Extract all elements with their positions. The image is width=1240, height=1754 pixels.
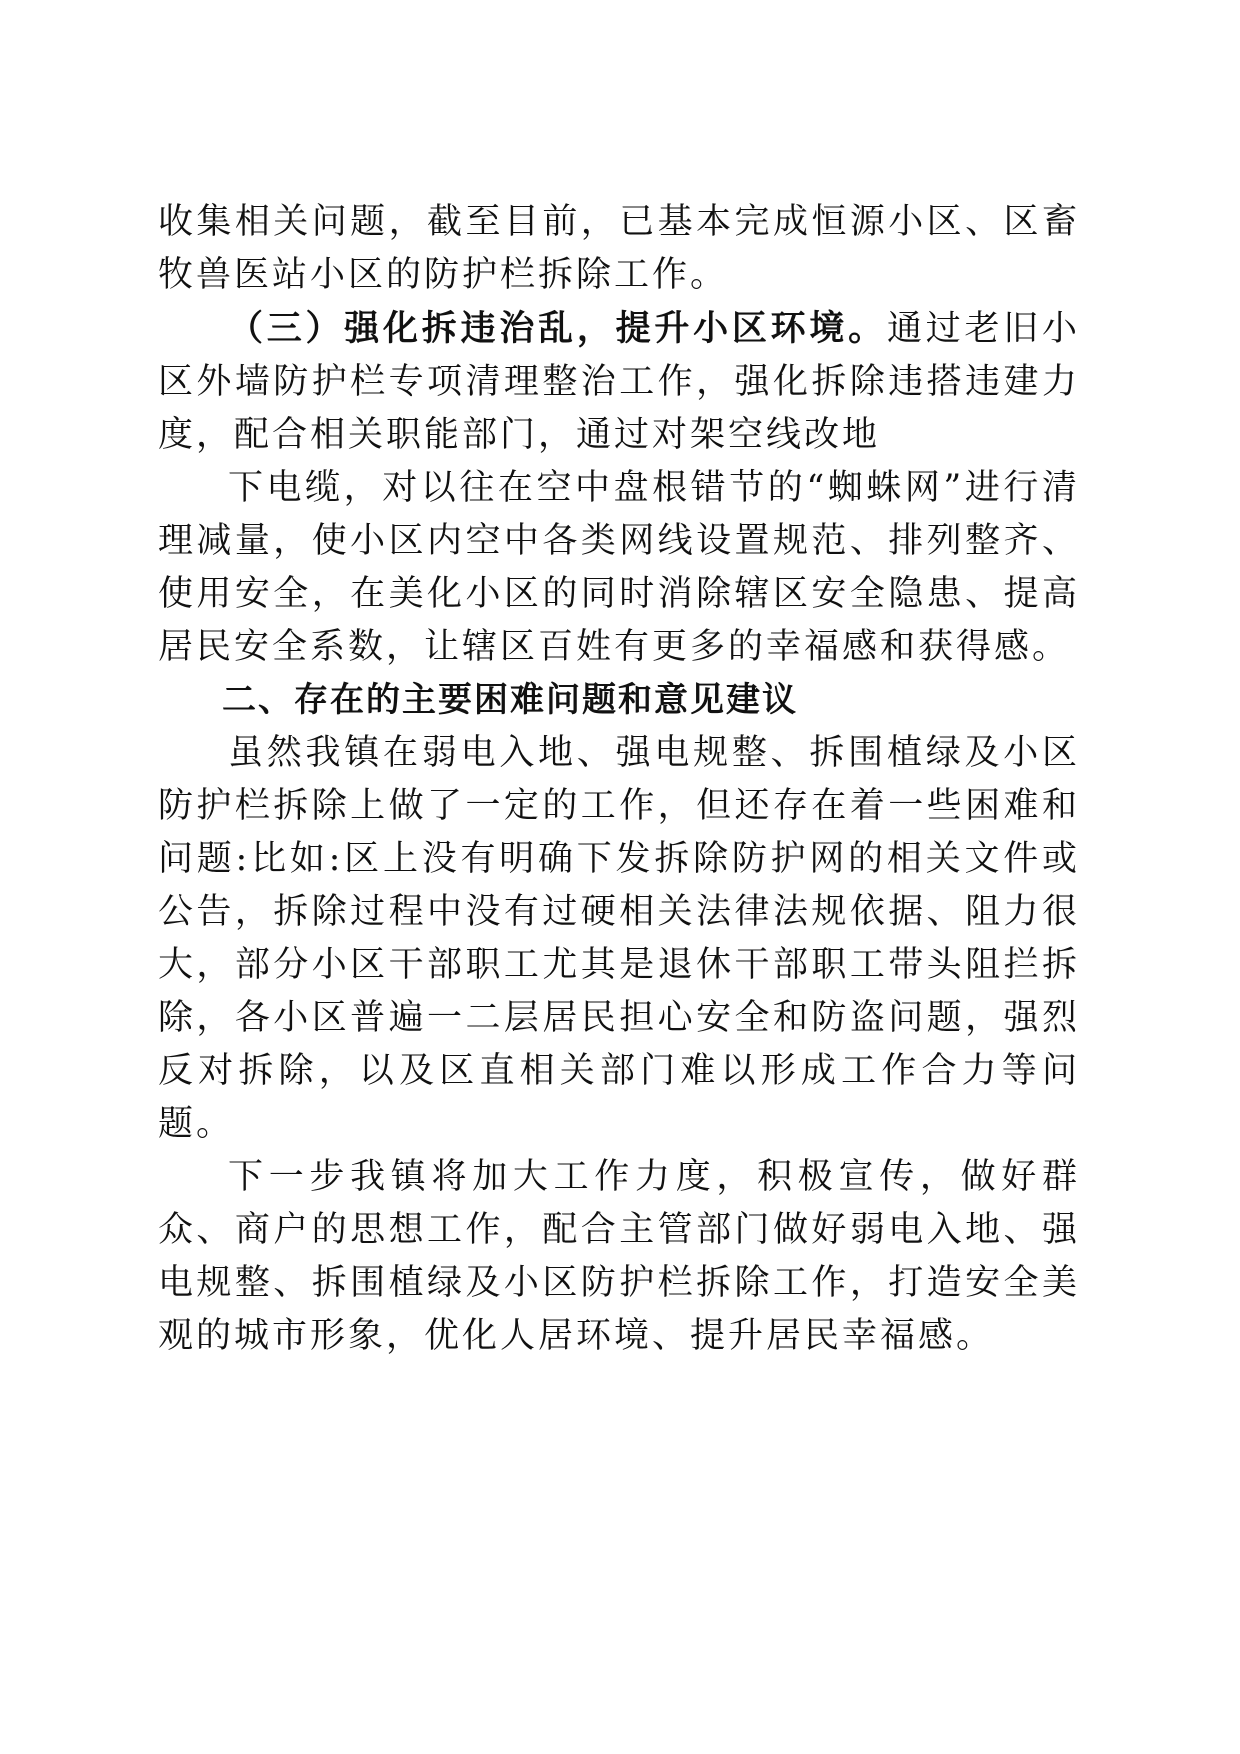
section-three-text: 通过老旧小区外墙防护栏专项清理整治工作，强化拆除违搭违建力度，配合相关职能部门，通过对架空线改地	[158, 309, 1080, 455]
section-heading-difficulties: 二、存在的主要困难问题和意见建议	[222, 680, 798, 720]
paragraph-progress-summary: 收集相关问题，截至目前，已基本完成恒源小区、区畜牧兽医站小区的防护栏拆除工作。	[158, 202, 1080, 295]
paragraph-section-three	[158, 302, 1080, 462]
paragraph-difficulties: 虽然我镇在弱电入地、强电规整、拆围植绿及小区防护栏拆除上做了一定的工作，但还存在着一些困难和问题:比如:区上没有明确下发拆除防护网的相关文件或公告，拆除过程中没有过硬相关法律法规依据、阻力很大，部分小区干部职工尤其是退休干部职工带头阻拦拆除，各小区普遍一二层居民担心安全和防盗问题，强烈反对拆除，以及区直相关部门难以形成工作合力等问题。	[158, 733, 1080, 1144]
paragraph-next-steps: 下一步我镇将加大工作力度，积极宣传，做好群众、商户的思想工作，配合主管部门做好弱电入地、强电规整、拆围植绿及小区防护栏拆除工作，打造安全美观的城市形象，优化人居环境、提升居民幸福感。	[158, 1157, 1080, 1356]
paragraph-cable-cleanup: 下电缆，对以往在空中盘根错节的“蜘蛛网”进行清理减量，使小区内空中各类网线设置规范、排列整齐、使用安全，在美化小区的同时消除辖区安全隐患、提高居民安全系数，让辖区百姓有更多的幸福感和获得感。	[158, 468, 1080, 667]
section-three-heading: （三）强化拆违治乱，提升小区环境。	[228, 308, 887, 349]
document-body	[158, 196, 1080, 1363]
